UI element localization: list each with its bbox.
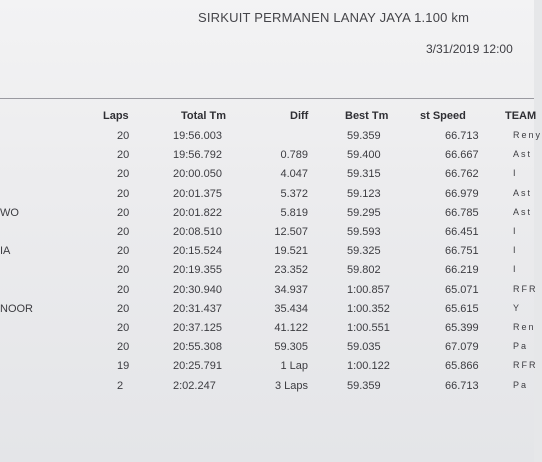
cell-diff: 3 Laps [274,379,308,392]
circuit-title: SIRKUIT PERMANEN LANAY JAYA 1.100 km [198,10,470,25]
col-speed-header: st Speed [420,110,466,122]
col-laps-header: Laps [103,110,129,122]
cell-speed: 65.615 [445,302,479,315]
cell-best: 1:00.122 [347,360,390,373]
cell-total: 2:02.247 [173,379,216,392]
cell-best: 59.315 [347,168,381,181]
table-row [0,303,534,322]
cell-diff: 12.507 [274,226,308,238]
cell-laps: 20 [117,206,130,219]
cell-team: Ren [513,322,536,332]
cell-team: Pa [513,341,529,352]
cell-team: I [513,226,518,236]
cell-best: 59.359 [347,130,381,142]
cell-best: 59.802 [347,264,381,277]
cell-laps: 20 [117,283,130,296]
session-date: 3/31/2019 12:00 [426,42,513,56]
cell-team: Ast [513,149,533,160]
cell-name: WO [0,206,19,219]
cell-speed: 66.219 [445,264,479,277]
table-row [0,245,534,264]
cell-diff: 1 Lap [280,360,308,373]
cell-total: 20:01.375 [173,187,222,200]
cell-team: Y [513,302,522,313]
table-row [0,188,534,207]
cell-total: 20:01.822 [173,206,222,219]
cell-team: RFR [513,360,538,371]
cell-speed: 65.071 [445,283,479,296]
cell-laps: 20 [117,168,130,181]
cell-diff: 5.372 [280,187,308,200]
table-row [0,322,534,341]
cell-best: 59.123 [347,187,381,200]
cell-diff: 23.352 [274,264,308,277]
col-team-header: TEAM [505,110,537,122]
cell-team: I [513,264,518,275]
cell-speed: 66.751 [445,245,479,258]
table-row [0,380,534,399]
table-row [0,130,542,149]
cell-speed: 66.451 [445,226,479,238]
cell-speed: 66.713 [445,379,479,392]
cell-name: NOOR [0,302,33,315]
cell-total: 20:08.510 [173,226,222,238]
cell-best: 1:00.551 [347,322,390,334]
table-row [0,264,534,283]
cell-speed: 66.713 [445,130,479,142]
cell-team: I [513,245,518,256]
table-row [0,341,534,360]
cell-laps: 19 [117,360,130,373]
cell-speed: 66.762 [445,168,479,181]
cell-speed: 66.785 [445,206,479,219]
table-row [0,207,534,226]
cell-best: 59.359 [347,379,381,392]
cell-total: 20:00.050 [173,168,222,181]
cell-total: 19:56.792 [173,149,222,162]
cell-team: Pa [513,379,529,390]
cell-speed: 66.667 [445,149,479,162]
cell-total: 20:19.355 [173,264,222,277]
cell-name: IA [0,245,11,258]
cell-team: I [513,168,518,179]
cell-diff: 0.789 [280,149,308,162]
header-divider [0,98,534,99]
cell-best: 59.035 [347,341,381,354]
cell-total: 20:30.940 [173,283,222,296]
cell-team: Ast [513,206,533,217]
cell-diff: 59.305 [274,341,308,354]
cell-speed: 66.979 [445,187,479,200]
cell-best: 59.325 [347,245,381,258]
cell-team: RFR [513,283,538,294]
cell-best: 59.295 [347,206,381,219]
table-row [0,168,534,187]
cell-best: 59.593 [347,226,381,238]
cell-laps: 20 [117,226,130,238]
cell-laps: 20 [117,245,130,258]
table-row [0,360,538,379]
cell-laps: 20 [117,149,130,162]
col-total-header: Total Tm [181,110,227,122]
cell-laps: 20 [117,341,130,354]
cell-team: Ast [513,187,533,198]
cell-total: 20:55.308 [173,341,222,354]
cell-total: 20:37.125 [173,322,222,334]
cell-diff: 19.521 [274,245,308,258]
cell-laps: 20 [117,322,130,334]
col-best-header: Best Tm [345,110,389,122]
cell-best: 1:00.352 [347,302,390,315]
table-row [0,226,534,245]
cell-diff: 35.434 [274,302,308,315]
cell-team: Reny [513,130,542,140]
cell-laps: 20 [117,130,130,142]
cell-speed: 67.079 [445,341,479,354]
col-diff-header: Diff [290,110,309,122]
cell-diff: 34.937 [274,283,308,296]
cell-diff: 41.122 [274,322,308,334]
table-row [0,149,534,168]
table-row [0,283,538,303]
cell-total: 20:25.791 [173,360,222,373]
cell-total: 19:56.003 [173,130,222,142]
cell-best: 1:00.857 [347,283,390,296]
cell-total: 20:31.437 [173,302,222,315]
cell-diff: 4.047 [280,168,308,181]
cell-best: 59.400 [347,149,381,162]
cell-laps: 20 [117,187,130,200]
cell-speed: 65.866 [445,360,479,373]
cell-laps: 2 [117,379,124,392]
cell-diff: 5.819 [280,206,308,219]
cell-speed: 65.399 [445,322,479,334]
cell-laps: 20 [117,302,130,315]
cell-laps: 20 [117,264,130,277]
cell-total: 20:15.524 [173,245,222,258]
